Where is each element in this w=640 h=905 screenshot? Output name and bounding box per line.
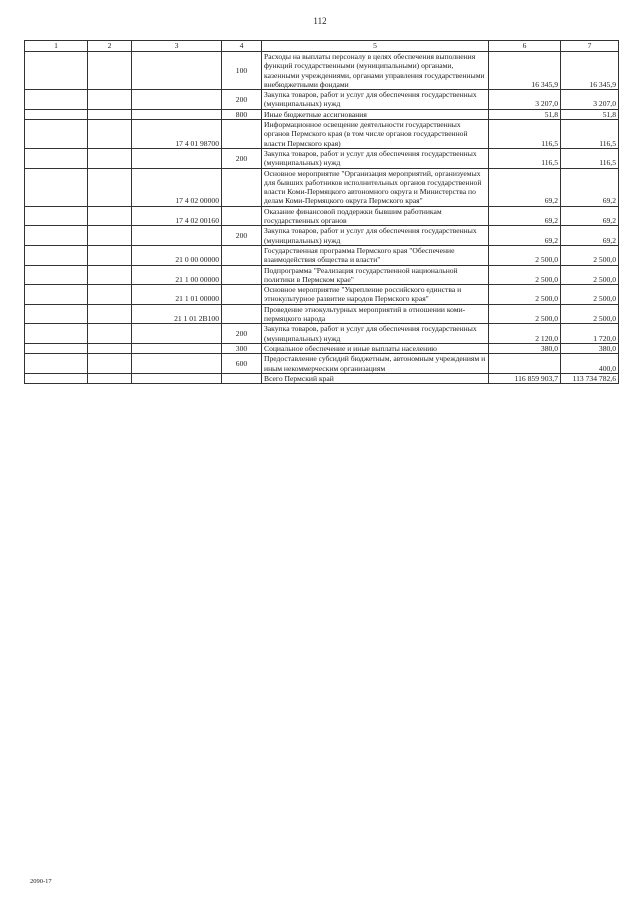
cell-expense-type <box>222 285 262 305</box>
cell-description: Предоставление субсидий бюджетным, автономным учреждениям и иным некоммерческим организациям <box>262 354 489 374</box>
cell-amount-col6: 69,2 <box>489 226 561 246</box>
cell-description: Основное мероприятие "Укрепление российского единства и этнокультурное развитие народов Пермского края" <box>262 285 489 305</box>
cell-amount-col7: 69,2 <box>561 206 619 226</box>
cell-description: Основное мероприятие "Организация мероприятий, организуемых для бывших работников исполнительных органов государственной власти Коми-Пермяцкого автономного округа и Министерства по делам Коми-Пермяцкого округа Пермского края" <box>262 168 489 206</box>
cell-target-code <box>132 373 222 383</box>
cell-amount-col6: 51,8 <box>489 109 561 119</box>
table-row <box>25 373 619 383</box>
cell-amount-col6: 16 345,9 <box>489 52 561 90</box>
page-number: 112 <box>313 16 327 26</box>
cell-target-code: 17 4 01 98700 <box>132 120 222 149</box>
cell-col2 <box>88 206 132 226</box>
cell-col1 <box>25 245 88 265</box>
cell-expense-type <box>222 206 262 226</box>
cell-description: Проведение этнокультурных мероприятий в отношении коми-пермяцкого народа <box>262 304 489 324</box>
cell-expense-type <box>222 245 262 265</box>
cell-col2 <box>88 373 132 383</box>
table-header-row <box>25 41 619 52</box>
cell-target-code <box>132 148 222 168</box>
cell-expense-type <box>222 304 262 324</box>
cell-expense-type: 600 <box>222 354 262 374</box>
cell-col2 <box>88 226 132 246</box>
cell-target-code <box>132 109 222 119</box>
cell-description: Закупка товаров, работ и услуг для обеспечения государственных (муниципальных) нужд <box>262 226 489 246</box>
header-cell-1: 1 <box>25 41 88 52</box>
cell-amount-col6: 2 500,0 <box>489 285 561 305</box>
cell-target-code: 21 1 01 00000 <box>132 285 222 305</box>
cell-expense-type <box>222 373 262 383</box>
cell-description: Закупка товаров, работ и услуг для обеспечения государственных (муниципальных) нужд <box>262 324 489 344</box>
table-row <box>25 354 619 374</box>
cell-col1 <box>25 90 88 110</box>
table-row <box>25 285 619 305</box>
cell-col1 <box>25 168 88 206</box>
cell-amount-col7: 69,2 <box>561 226 619 246</box>
cell-target-code <box>132 343 222 353</box>
cell-col2 <box>88 109 132 119</box>
cell-target-code <box>132 90 222 110</box>
cell-target-code: 21 1 00 00000 <box>132 265 222 285</box>
cell-target-code <box>132 226 222 246</box>
cell-col1 <box>25 265 88 285</box>
cell-col1 <box>25 52 88 90</box>
cell-col2 <box>88 168 132 206</box>
cell-col1 <box>25 354 88 374</box>
cell-amount-col7: 69,2 <box>561 168 619 206</box>
cell-expense-type <box>222 168 262 206</box>
cell-description: Информационное освещение деятельности государственных органов Пермского края (в том числе органов государственной власти Пермского края) <box>262 120 489 149</box>
cell-amount-col7: 116,5 <box>561 120 619 149</box>
header-cell-4: 4 <box>222 41 262 52</box>
cell-description: Оказание финансовой поддержки бывшим работникам государственных органов <box>262 206 489 226</box>
table-row <box>25 206 619 226</box>
cell-amount-col6: 116,5 <box>489 120 561 149</box>
table-row <box>25 265 619 285</box>
cell-expense-type: 200 <box>222 148 262 168</box>
cell-amount-col6: 2 120,0 <box>489 324 561 344</box>
cell-col1 <box>25 120 88 149</box>
cell-target-code <box>132 324 222 344</box>
cell-expense-type <box>222 265 262 285</box>
header-cell-2: 2 <box>88 41 132 52</box>
cell-expense-type: 100 <box>222 52 262 90</box>
cell-description: Государственная программа Пермского края "Обеспечение взаимодействия общества и власти" <box>262 245 489 265</box>
cell-amount-col6: 2 500,0 <box>489 245 561 265</box>
cell-amount-col6: 116 859 903,7 <box>489 373 561 383</box>
cell-col2 <box>88 90 132 110</box>
cell-description: Социальное обеспечение и иные выплаты населению <box>262 343 489 353</box>
cell-target-code <box>132 354 222 374</box>
cell-amount-col6: 69,2 <box>489 206 561 226</box>
budget-table <box>24 40 619 384</box>
table-row <box>25 120 619 149</box>
cell-col2 <box>88 304 132 324</box>
cell-col2 <box>88 148 132 168</box>
cell-col2 <box>88 120 132 149</box>
cell-col2 <box>88 265 132 285</box>
table-row <box>25 168 619 206</box>
cell-amount-col7: 3 207,0 <box>561 90 619 110</box>
cell-col2 <box>88 285 132 305</box>
table-row <box>25 324 619 344</box>
cell-description: Расходы на выплаты персоналу в целях обеспечения выполнения функций государственными (муниципальными) органами, казенными учреждениями, органами управления государственными внебюджетными фондами <box>262 52 489 90</box>
cell-amount-col7: 380,0 <box>561 343 619 353</box>
cell-amount-col6 <box>489 354 561 374</box>
cell-description: Закупка товаров, работ и услуг для обеспечения государственных (муниципальных) нужд <box>262 90 489 110</box>
header-cell-7: 7 <box>561 41 619 52</box>
cell-amount-col7: 2 500,0 <box>561 265 619 285</box>
cell-col2 <box>88 52 132 90</box>
cell-amount-col7: 400,0 <box>561 354 619 374</box>
cell-target-code: 17 4 02 00000 <box>132 168 222 206</box>
table-row <box>25 304 619 324</box>
cell-target-code: 17 4 02 00160 <box>132 206 222 226</box>
table-row <box>25 226 619 246</box>
cell-col1 <box>25 285 88 305</box>
cell-expense-type: 800 <box>222 109 262 119</box>
cell-col2 <box>88 324 132 344</box>
cell-amount-col6: 2 500,0 <box>489 265 561 285</box>
cell-col1 <box>25 304 88 324</box>
cell-amount-col7: 2 500,0 <box>561 304 619 324</box>
cell-amount-col7: 116,5 <box>561 148 619 168</box>
cell-amount-col6: 380,0 <box>489 343 561 353</box>
cell-amount-col6: 2 500,0 <box>489 304 561 324</box>
footer-code: 2090-17 <box>30 878 52 885</box>
header-cell-5: 5 <box>262 41 489 52</box>
header-cell-3: 3 <box>132 41 222 52</box>
cell-expense-type: 200 <box>222 90 262 110</box>
cell-description: Закупка товаров, работ и услуг для обеспечения государственных (муниципальных) нужд <box>262 148 489 168</box>
table-row <box>25 90 619 110</box>
cell-amount-col7: 113 734 782,6 <box>561 373 619 383</box>
cell-col2 <box>88 343 132 353</box>
cell-col1 <box>25 343 88 353</box>
table-row <box>25 245 619 265</box>
cell-amount-col6: 3 207,0 <box>489 90 561 110</box>
cell-amount-col6: 69,2 <box>489 168 561 206</box>
cell-description: Иные бюджетные ассигнования <box>262 109 489 119</box>
table-row <box>25 52 619 90</box>
cell-col2 <box>88 245 132 265</box>
cell-col2 <box>88 354 132 374</box>
cell-col1 <box>25 109 88 119</box>
cell-amount-col7: 16 345,9 <box>561 52 619 90</box>
cell-amount-col7: 2 500,0 <box>561 285 619 305</box>
cell-description: Всего Пермский край <box>262 373 489 383</box>
cell-col1 <box>25 148 88 168</box>
cell-col1 <box>25 226 88 246</box>
table-row <box>25 343 619 353</box>
cell-amount-col6: 116,5 <box>489 148 561 168</box>
cell-amount-col7: 51,8 <box>561 109 619 119</box>
cell-col1 <box>25 324 88 344</box>
cell-target-code: 21 1 01 2В100 <box>132 304 222 324</box>
cell-expense-type <box>222 120 262 149</box>
cell-expense-type: 200 <box>222 324 262 344</box>
table-row <box>25 148 619 168</box>
table-row <box>25 109 619 119</box>
cell-col1 <box>25 373 88 383</box>
header-cell-6: 6 <box>489 41 561 52</box>
cell-amount-col7: 2 500,0 <box>561 245 619 265</box>
cell-amount-col7: 1 720,0 <box>561 324 619 344</box>
cell-col1 <box>25 206 88 226</box>
cell-description: Подпрограмма "Реализация государственной национальной политики в Пермском крае" <box>262 265 489 285</box>
cell-expense-type: 300 <box>222 343 262 353</box>
cell-target-code: 21 0 00 00000 <box>132 245 222 265</box>
cell-expense-type: 200 <box>222 226 262 246</box>
cell-target-code <box>132 52 222 90</box>
